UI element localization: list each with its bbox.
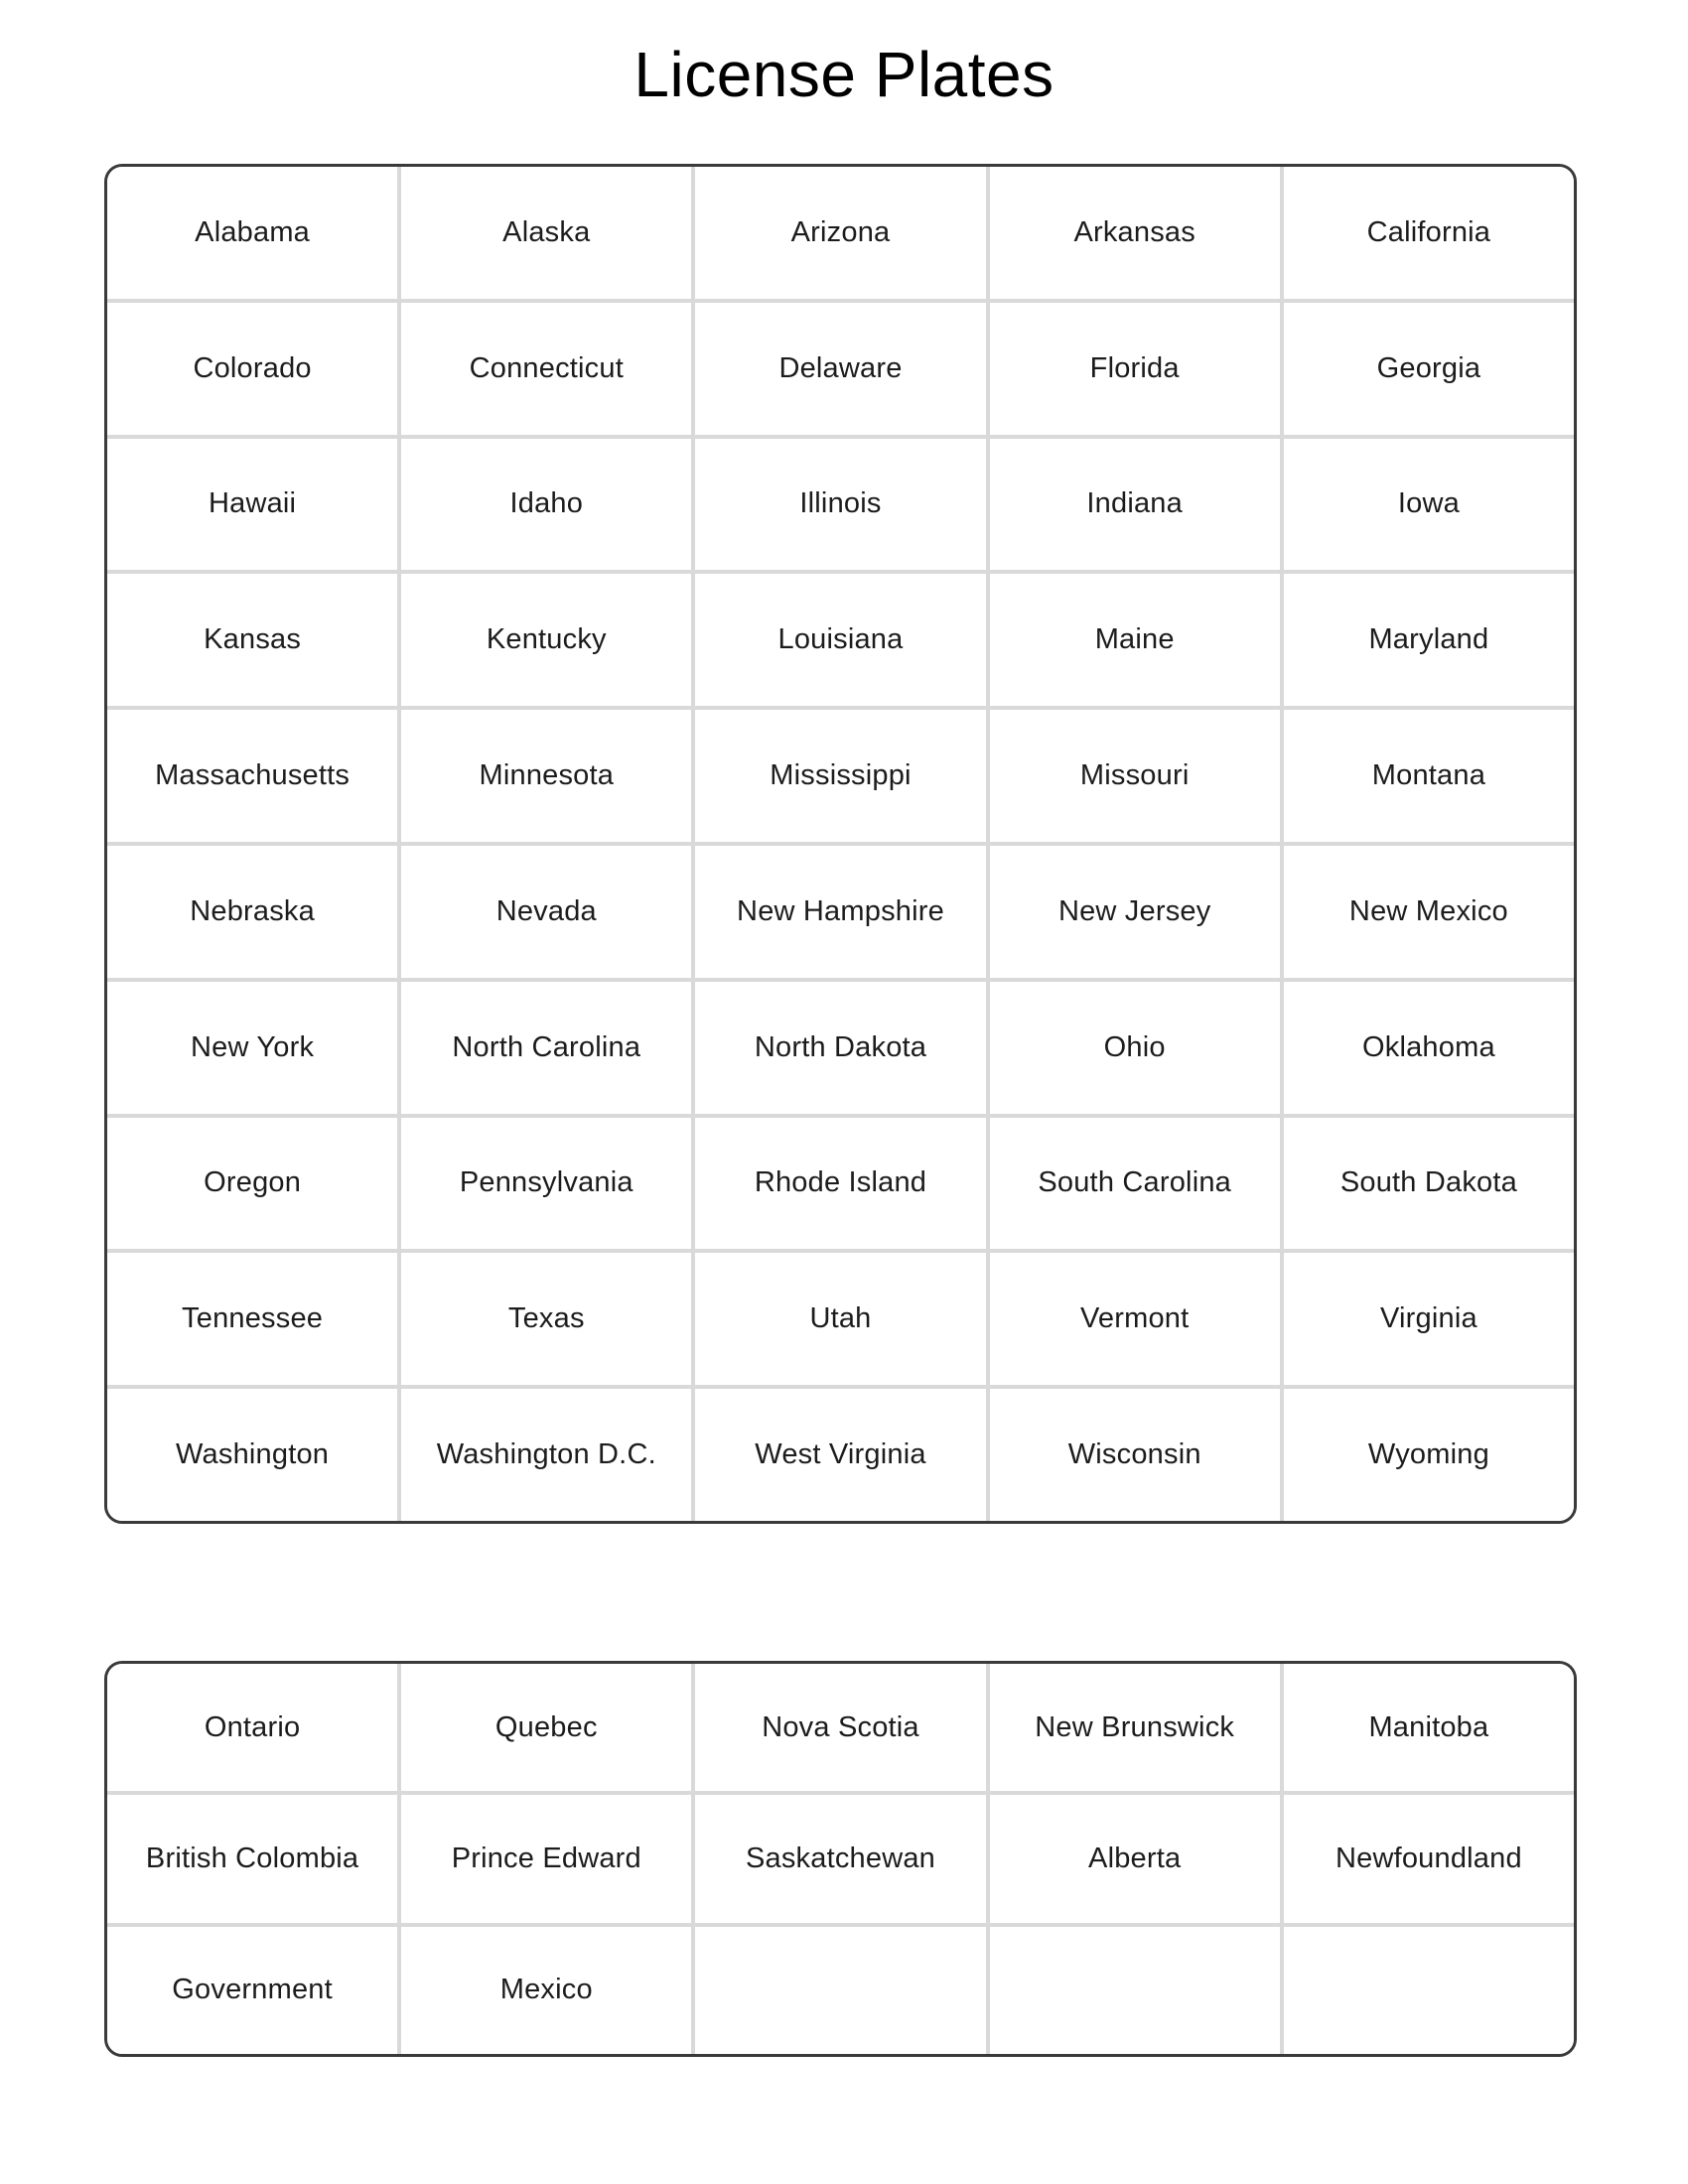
plate-cell: Texas bbox=[401, 1253, 691, 1385]
plate-cell: Wyoming bbox=[1284, 1389, 1574, 1521]
plate-cell: North Dakota bbox=[695, 982, 985, 1114]
plate-cell: Massachusetts bbox=[107, 710, 397, 842]
plate-cell: Pennsylvania bbox=[401, 1118, 691, 1250]
plate-cell: Hawaii bbox=[107, 439, 397, 571]
plate-cell: Ohio bbox=[990, 982, 1280, 1114]
plate-cell: Florida bbox=[990, 303, 1280, 435]
plate-cell: South Dakota bbox=[1284, 1118, 1574, 1250]
plate-cell: Kansas bbox=[107, 574, 397, 706]
us-states-grid bbox=[104, 164, 1577, 1524]
plate-cell: Arizona bbox=[695, 167, 985, 299]
plate-cell: Tennessee bbox=[107, 1253, 397, 1385]
plate-cell: Minnesota bbox=[401, 710, 691, 842]
plate-cell: Iowa bbox=[1284, 439, 1574, 571]
plate-cell: Vermont bbox=[990, 1253, 1280, 1385]
plate-cell: Maine bbox=[990, 574, 1280, 706]
plate-cell: Nevada bbox=[401, 846, 691, 978]
plate-cell: Missouri bbox=[990, 710, 1280, 842]
plate-cell: Illinois bbox=[695, 439, 985, 571]
plate-cell: New Jersey bbox=[990, 846, 1280, 978]
plate-cell: Alabama bbox=[107, 167, 397, 299]
plate-cell: Rhode Island bbox=[695, 1118, 985, 1250]
plate-cell: Montana bbox=[1284, 710, 1574, 842]
plate-cell: Louisiana bbox=[695, 574, 985, 706]
plate-cell: Mississippi bbox=[695, 710, 985, 842]
plate-cell: Idaho bbox=[401, 439, 691, 571]
plate-cell: Mexico bbox=[401, 1927, 691, 2054]
plate-cell: Wisconsin bbox=[990, 1389, 1280, 1521]
plate-cell-empty bbox=[1284, 1927, 1574, 2054]
plate-cell: Oregon bbox=[107, 1118, 397, 1250]
plate-cell: Washington bbox=[107, 1389, 397, 1521]
plate-cell: Alberta bbox=[990, 1795, 1280, 1922]
plate-cell: Arkansas bbox=[990, 167, 1280, 299]
plate-cell: New Brunswick bbox=[990, 1664, 1280, 1791]
plate-cell: Maryland bbox=[1284, 574, 1574, 706]
canada-provinces-grid bbox=[104, 1661, 1577, 2057]
plate-cell: Colorado bbox=[107, 303, 397, 435]
plate-cell: Indiana bbox=[990, 439, 1280, 571]
plate-cell: Ontario bbox=[107, 1664, 397, 1791]
plate-cell: Kentucky bbox=[401, 574, 691, 706]
plate-cell: Alaska bbox=[401, 167, 691, 299]
plate-cell: Washington D.C. bbox=[401, 1389, 691, 1521]
plate-cell: British Colombia bbox=[107, 1795, 397, 1922]
plate-cell: New Hampshire bbox=[695, 846, 985, 978]
plate-cell: Delaware bbox=[695, 303, 985, 435]
plate-cell: Connecticut bbox=[401, 303, 691, 435]
plate-cell: Oklahoma bbox=[1284, 982, 1574, 1114]
plate-cell: Newfoundland bbox=[1284, 1795, 1574, 1922]
plate-cell: Utah bbox=[695, 1253, 985, 1385]
plate-cell: Nova Scotia bbox=[695, 1664, 985, 1791]
plate-cell: New Mexico bbox=[1284, 846, 1574, 978]
plate-cell: Quebec bbox=[401, 1664, 691, 1791]
plate-cell: Prince Edward bbox=[401, 1795, 691, 1922]
plate-cell: Government bbox=[107, 1927, 397, 2054]
plate-cell: Virginia bbox=[1284, 1253, 1574, 1385]
plate-cell: North Carolina bbox=[401, 982, 691, 1114]
plate-cell-empty bbox=[990, 1927, 1280, 2054]
plate-cell: West Virginia bbox=[695, 1389, 985, 1521]
plate-cell: South Carolina bbox=[990, 1118, 1280, 1250]
plate-cell: Georgia bbox=[1284, 303, 1574, 435]
plate-cell: New York bbox=[107, 982, 397, 1114]
plate-cell: Manitoba bbox=[1284, 1664, 1574, 1791]
plate-cell: California bbox=[1284, 167, 1574, 299]
plate-cell-empty bbox=[695, 1927, 985, 2054]
page-title: License Plates bbox=[633, 39, 1055, 110]
plate-cell: Nebraska bbox=[107, 846, 397, 978]
plate-cell: Saskatchewan bbox=[695, 1795, 985, 1922]
